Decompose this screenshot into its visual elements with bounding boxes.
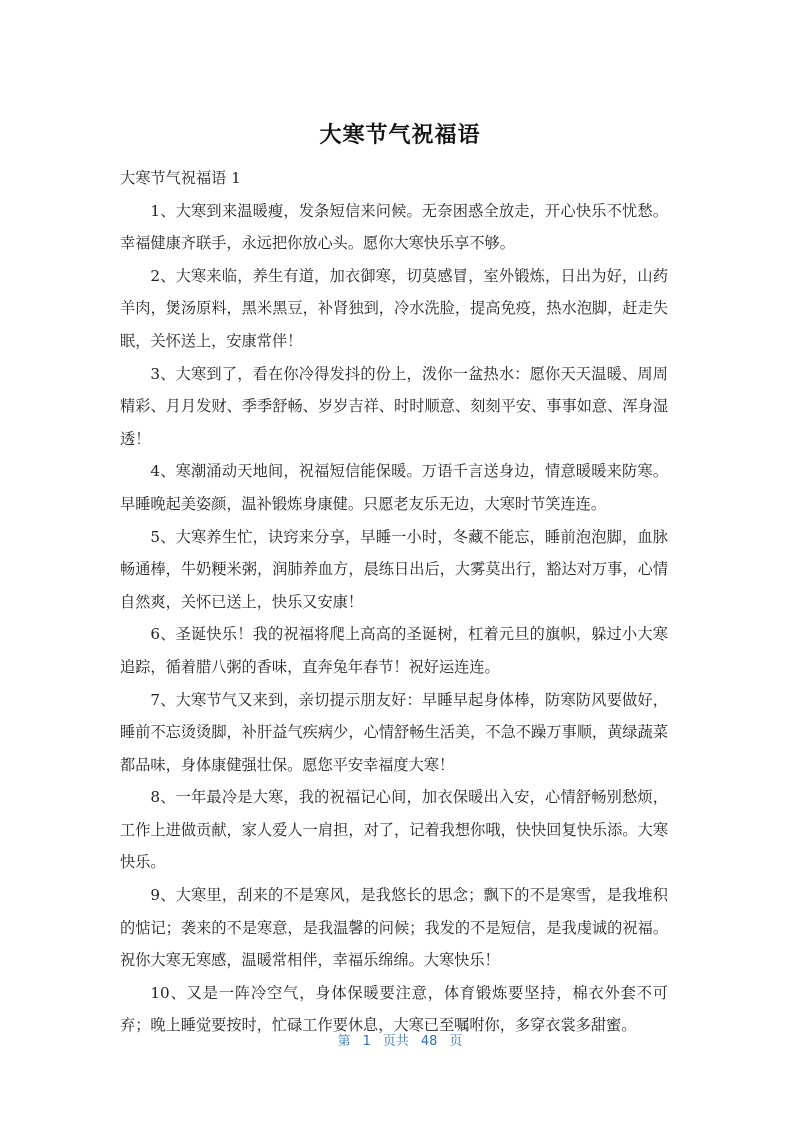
footer-current-page: 1 xyxy=(362,1034,371,1049)
paragraph-5: 5、大寒养生忙，诀窍来分享，早睡一小时，冬藏不能忘，睡前泡泡脚，血脉畅通棒，牛奶粳米粥，润肺养血方，晨练日出后，大雾莫出行，豁达对万事，心情自然爽，关怀已送上，快乐又安康！ xyxy=(120,527,668,611)
paragraph-7: 7、大寒节气又来到，亲切提示朋友好：早睡早起身体棒，防寒防风要做好，睡前不忘烫烫脚，补肝益气疾病少，心情舒畅生活美，不急不躁万事顺，黄绿蔬菜都品味，身体康健强壮保。愿您平安幸福度大寒！ xyxy=(120,690,668,774)
footer-suffix: 页 xyxy=(449,1034,463,1049)
paragraph-9: 9、大寒里，刮来的不是寒风，是我悠长的思念；飘下的不是寒雪，是我堆积的惦记；袭来的不是寒意，是我温馨的问候；我发的不是短信，是我虔诚的祝福。祝你大寒无寒感，温暖常相伴，幸福乐绵绵。大寒快乐！ xyxy=(120,886,668,970)
paragraph-2: 2、大寒来临，养生有道，加衣御寒，切莫感冒，室外锻炼，日出为好，山药羊肉，煲汤原料，黑米黑豆，补肾独到，冷水洗脸，提高免疫，热水泡脚，赶走失眠，关怀送上，安康常伴！ xyxy=(120,266,668,350)
paragraph-10: 10、又是一阵冷空气，身体保暖要注意，体育锻炼要坚持，棉衣外套不可弃；晚上睡觉要按时，忙碌工作要休息，大寒已至嘱咐你，多穿衣裳多甜蜜。 xyxy=(120,983,668,1035)
footer-middle: 页共 xyxy=(382,1034,409,1049)
paragraph-8: 8、一年最冷是大寒，我的祝福记心间，加衣保暖出入安，心情舒畅别愁烦，工作上进做贡献，家人爱人一肩担，对了，记着我想你哦，快快回复快乐添。大寒快乐。 xyxy=(120,788,668,872)
section-subtitle: 大寒节气祝福语 1 xyxy=(120,169,241,187)
paragraph-3: 3、大寒到了，看在你冷得发抖的份上，泼你一盆热水：愿你天天温暖、周周精彩、月月发财、季季舒畅、岁岁吉祥、时时顺意、刻刻平安、事事如意、浑身湿透！ xyxy=(120,364,668,448)
page-footer xyxy=(0,1030,800,1049)
paragraph-1: 1、大寒到来温暖瘦，发条短信来问候。无奈困惑全放走，开心快乐不忧愁。幸福健康齐联手，永远把你放心头。愿你大寒快乐享不够。 xyxy=(120,201,668,253)
footer-total-pages: 48 xyxy=(420,1034,438,1049)
document-body xyxy=(120,162,668,1042)
paragraph-4: 4、寒潮涌动天地间，祝福短信能保暖。万语千言送身边，情意暖暖来防寒。早睡晚起美姿颜，温补锻炼身康健。只愿老友乐无边，大寒时节笑连连。 xyxy=(120,462,668,513)
page-title: 大寒节气祝福语 xyxy=(319,123,481,148)
footer-prefix: 第 xyxy=(337,1034,351,1049)
paragraph-6: 6、圣诞快乐！我的祝福将爬上高高的圣诞树，杠着元旦的旗帜，躲过小大寒追踪，循着腊八粥的香味，直奔兔年春节！祝好运连连。 xyxy=(120,625,668,676)
